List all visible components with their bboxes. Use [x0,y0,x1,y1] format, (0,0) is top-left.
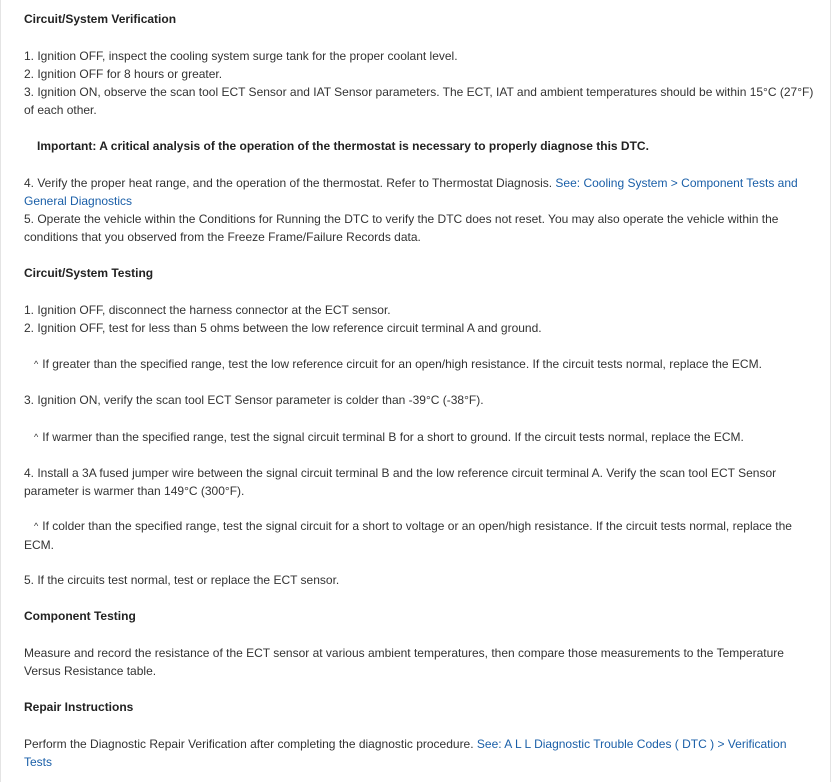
testing-substep-2-text: If greater than the specified range, test the low reference circuit for an open/high resistance. If the circuit tests normal, replace the ECM. [42,357,762,371]
verification-step-3: 3. Ignition ON, observe the scan tool ECT Sensor and IAT Sensor parameters. The ECT, IAT and ambient temperatures should be within 15°C (27°F) of each other. [24,85,814,117]
heading-repair-instructions: Repair Instructions [24,700,134,714]
verification-step-4-text: 4. Verify the proper heat range, and the operation of the thermostat. Refer to Thermostat Diagnosis. [24,176,556,190]
heading-circuit-system-verification: Circuit/System Verification [24,12,177,26]
testing-substep-4-text: If colder than the specified range, test the signal circuit for a short to voltage or an open/high resistance. If the circuit tests normal, replace the ECM. [24,519,792,552]
verification-step-2: 2. Ignition OFF for 8 hours or greater. [24,67,223,81]
testing-substep-2 [24,355,816,374]
verification-step-1: 1. Ignition OFF, inspect the cooling system surge tank for the proper coolant level. [24,49,458,63]
heading-component-testing: Component Testing [24,609,136,623]
verification-step-5: 5. Operate the vehicle within the Conditions for Running the DTC to verify the DTC does not reset. You may also operate the vehicle within the conditions that you observed from the Freeze Frame/Failure Records data. [24,212,779,244]
repair-instructions-text: Perform the Diagnostic Repair Verification after completing the diagnostic procedure. [24,737,477,751]
testing-step-1: 1. Ignition OFF, disconnect the harness connector at the ECT sensor. [24,303,391,317]
dtc-verification-tests-link[interactable]: See: A L L Diagnostic Trouble Codes ( DTC ) > Verification Tests [24,737,787,769]
cooling-system-link[interactable]: See: Cooling System > Component Tests and General Diagnostics [24,176,798,208]
repair-instructions-body [24,735,816,771]
caret-bullet-icon: ^ [34,432,39,442]
component-testing-body: Measure and record the resistance of the ECT sensor at various ambient temperatures, then compare those measurements to the Temperature Versus Resistance table. [24,646,784,678]
important-note: Important: A critical analysis of the operation of the thermostat is necessary to properly diagnose this DTC. [37,139,649,153]
verification-step-4 [24,174,816,210]
testing-substep-4 [24,517,816,554]
testing-step-4: 4. Install a 3A fused jumper wire between the signal circuit terminal B and the low reference circuit terminal A. Verify the scan tool ECT Sensor parameter is warmer than 149°C (300°F). [24,466,777,498]
testing-substep-3-text: If warmer than the specified range, test the signal circuit terminal B for a short to ground. If the circuit tests normal, replace the ECM. [42,430,744,444]
caret-bullet-icon: ^ [34,359,39,369]
caret-bullet-icon: ^ [34,521,39,531]
testing-step-5: 5. If the circuits test normal, test or replace the ECT sensor. [24,573,340,587]
testing-step-3: 3. Ignition ON, verify the scan tool ECT Sensor parameter is colder than -39°C (-38°F). [24,393,484,407]
testing-substep-3 [24,428,816,447]
testing-step-2: 2. Ignition OFF, test for less than 5 ohms between the low reference circuit terminal A and ground. [24,321,542,335]
heading-circuit-system-testing: Circuit/System Testing [24,266,154,280]
